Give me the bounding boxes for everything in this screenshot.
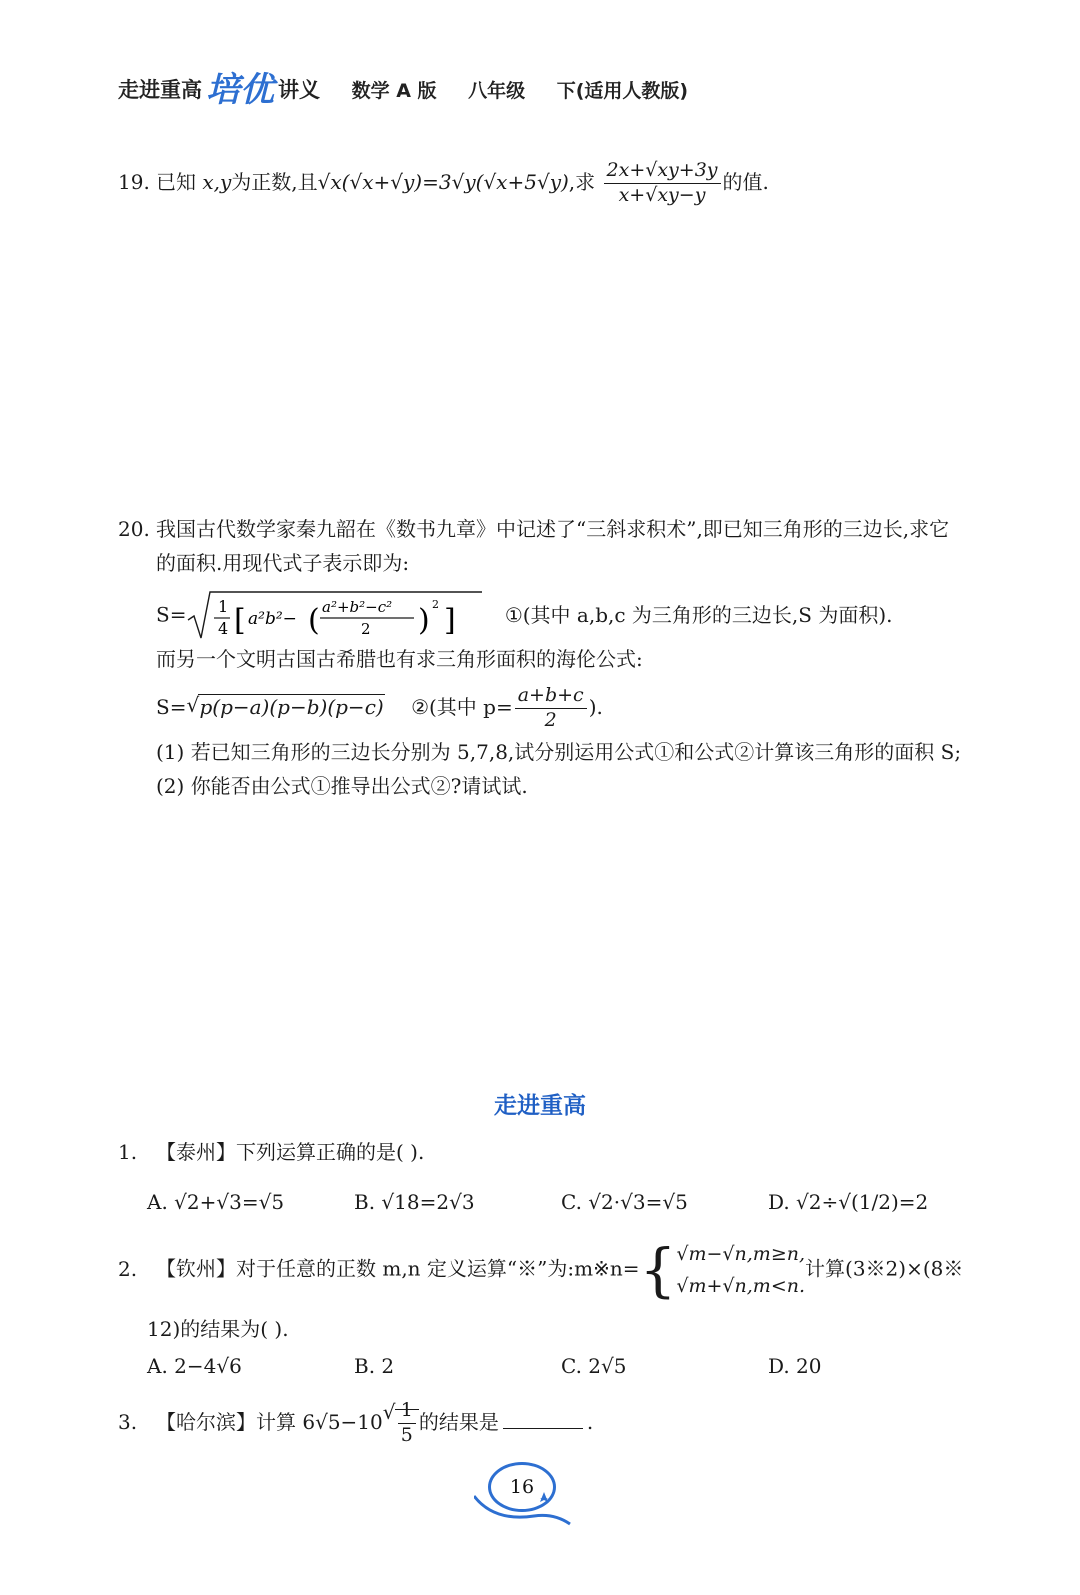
svg-text:(: ( <box>308 603 321 638</box>
question-number: 20. <box>118 517 150 541</box>
grade: 八年级 <box>468 80 526 102</box>
svg-text:[: [ <box>234 603 247 638</box>
q20-line3: 而另一个文明古国古希腊也有求三角形面积的海伦公式: <box>156 647 643 671</box>
page-header <box>118 58 689 110</box>
section-title: 走进重高 <box>494 1093 586 1119</box>
option-c: C. 2√5 <box>561 1354 627 1378</box>
heron-sqrt: √ p(p−a)(p−b)(p−c) <box>186 693 384 721</box>
piecewise-cases: √m−√n,m≥n, √m+√n,m<n. <box>676 1243 806 1297</box>
fraction: $\frac{2x+√xy+3y}{x+√xy-y}$ <box>604 160 721 207</box>
svg-text:a²+b²−c²: a²+b²−c² <box>322 598 393 616</box>
q20-line2: 的面积.用现代式子表示即为: <box>156 551 410 575</box>
question-19: 19. 已知 x,y为正数,且√x(√x+√y)=3√y(√x+5√y),求 $\frac{2x+√xy+3y}{x+√xy-y}$ 的值. <box>118 159 769 206</box>
formula-2: S=√ p(p−a)(p−b)(p−c) ②(其中 p= $\frac{a+b+c}{2}$ ). <box>156 685 603 732</box>
svg-text:1: 1 <box>218 597 229 616</box>
brand-logo-text: 培优 <box>206 70 274 110</box>
svg-text:a²b²−: a²b²− <box>248 609 298 629</box>
qin-formula-graphic <box>186 590 486 642</box>
formula-1-note: ①(其中 a,b,c 为三角形的三边长,S 为面积). <box>504 602 893 627</box>
svg-text:]: ] <box>444 603 457 638</box>
option-a: A. 2−4√6 <box>147 1354 242 1378</box>
svg-text:2: 2 <box>361 620 372 638</box>
option-d: D. √2÷√(1/2)=2 <box>768 1190 929 1214</box>
option-b: B. √18=2√3 <box>354 1190 475 1214</box>
page-number: 16 <box>488 1462 556 1512</box>
q20-sub2: (2) 你能否由公式①推导出公式②?请试试. <box>156 774 528 798</box>
series-name: 走进重高 <box>118 78 202 102</box>
volume: 下(适用人教版) <box>556 80 689 102</box>
question-20: 20. 我国古代数学家秦九韶在《数书九章》中记述了“三斜求积术”,即已知三角形的三边长,求它 <box>118 517 950 541</box>
option-d: D. 20 <box>768 1354 822 1378</box>
q20-sub1: (1) 若已知三角形的三边长分别为 5,7,8,试分别运用公式①和公式②计算该三角形的面积 S; <box>156 740 962 764</box>
doc-type: 讲义 <box>278 78 320 102</box>
equation: √x(√x+√y)=3√y(√x+5√y) <box>317 169 569 194</box>
option-a: A. √2+√3=√5 <box>147 1190 285 1214</box>
swoosh-decoration-icon <box>474 1488 574 1528</box>
page-number-badge <box>488 1462 556 1512</box>
practice-1: 1. 【泰州】下列运算正确的是( ). <box>118 1140 425 1164</box>
practice-2: 2. 【钦州】对于任意的正数 m,n 定义运算“※”为:m※n={ √m−√n,m≥n, √m+√n,m<n. 计算(3※2)×(8※ <box>118 1236 964 1304</box>
brace: { <box>639 1236 677 1304</box>
svg-text:4: 4 <box>218 619 229 638</box>
formula-1: S= 1 4 [ a²b²− ( a²+b²−c² 2 ) 2 ] ①(其中 a,b,c 为三角形的三边长,S 为面积). <box>156 590 893 642</box>
p2-line2: 12)的结果为( ). <box>147 1317 289 1341</box>
option-c: C. √2·√3=√5 <box>561 1190 688 1214</box>
practice-3: 3. 【哈尔滨】计算 6√5−10 √ $\frac{1}{5}$ 的结果是 . <box>118 1400 593 1447</box>
answer-blank[interactable] <box>503 1428 583 1429</box>
svg-text:2: 2 <box>432 598 440 611</box>
question-number: 19. <box>118 169 150 194</box>
subject: 数学 A 版 <box>351 80 437 102</box>
svg-text:): ) <box>418 603 431 638</box>
option-b: B. 2 <box>354 1354 395 1378</box>
